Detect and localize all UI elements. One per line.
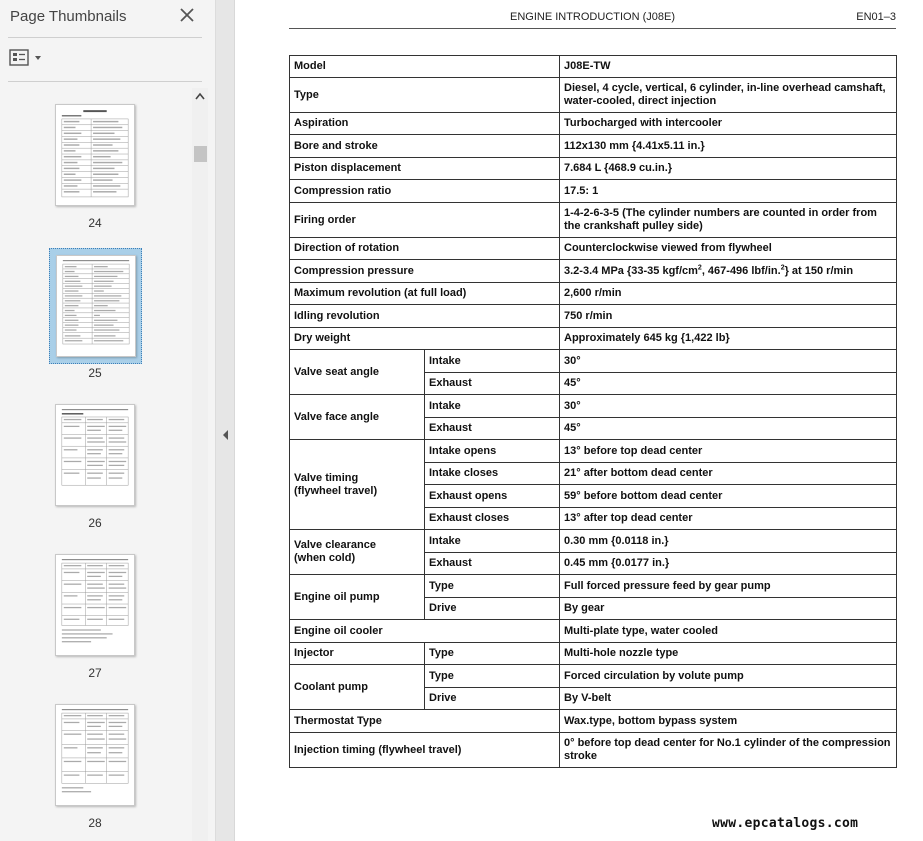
superscript: 2 — [697, 263, 702, 271]
spec-label: Valve face angle — [290, 395, 425, 440]
spec-label: Idling revolution — [290, 305, 560, 328]
divider — [8, 81, 202, 82]
spec-value: Forced circulation by volute pump — [560, 665, 897, 688]
thumbnail-page-number: 25 — [88, 366, 102, 380]
page-thumbnails-panel — [0, 0, 216, 841]
thumbnail-page-number: 28 — [88, 816, 102, 830]
spec-label: Bore and stroke — [290, 135, 560, 158]
thumbnail-page-number: 26 — [88, 516, 102, 530]
thumbnail-item[interactable] — [0, 388, 190, 538]
thumbnail-page-number: 24 — [88, 216, 102, 230]
table-row — [290, 113, 897, 135]
table-row — [290, 283, 897, 305]
table-row — [290, 238, 897, 260]
thumbnail-frame — [49, 98, 142, 214]
spec-sublabel: Intake — [425, 350, 560, 373]
thumbnail-frame — [49, 698, 142, 814]
thumbnail-frame — [49, 548, 142, 664]
value-text: , 467-496 lbf/in. — [701, 264, 781, 277]
spec-value: 13° before top dead center — [560, 440, 897, 463]
spec-sublabel: Exhaust opens — [425, 485, 560, 508]
table-row — [290, 135, 897, 158]
spec-sublabel: Type — [425, 665, 560, 688]
spec-value: Approximately 645 kg {1,422 lb} — [560, 328, 897, 350]
label-line: (flywheel travel) — [294, 484, 378, 497]
table-row — [290, 710, 897, 733]
engine-spec-table — [289, 55, 897, 768]
spec-value: 21° after bottom dead center — [560, 463, 897, 485]
spec-value: 30° — [560, 395, 897, 418]
spec-sublabel: Drive — [425, 688, 560, 710]
page-thumbnail-image — [56, 255, 136, 357]
table-row — [290, 733, 897, 768]
spec-label: Maximum revolution (at full load) — [290, 283, 560, 305]
spec-label: Firing order — [290, 203, 560, 238]
table-row — [290, 328, 897, 350]
spec-label: Dry weight — [290, 328, 560, 350]
scroll-up-arrow-icon[interactable] — [192, 88, 208, 106]
spec-value: 0° before top dead center for No.1 cylinder of the compression stroke — [560, 733, 897, 768]
spec-value: Full forced pressure feed by gear pump — [560, 575, 897, 598]
thumbnail-frame — [49, 398, 142, 514]
thumbnail-item[interactable] — [0, 688, 190, 838]
thumbnail-page-number: 27 — [88, 666, 102, 680]
spec-value: 1-4-2-6-3-5 (The cylinder numbers are counted in order from the crankshaft pulley side) — [560, 203, 897, 238]
spec-sublabel: Exhaust closes — [425, 508, 560, 530]
table-row — [290, 530, 897, 553]
spec-label: Compression pressure — [290, 260, 560, 283]
panel-title: Page Thumbnails — [10, 8, 127, 25]
table-row — [290, 260, 897, 283]
label-line: Valve timing — [294, 471, 359, 484]
thumbnail-frame — [49, 248, 142, 364]
spec-sublabel: Exhaust — [425, 418, 560, 440]
spec-value: 0.45 mm {0.0177 in.} — [560, 553, 897, 575]
divider — [8, 37, 202, 38]
spec-sublabel: Intake closes — [425, 463, 560, 485]
spec-value: 59° before bottom dead center — [560, 485, 897, 508]
spec-sublabel: Exhaust — [425, 373, 560, 395]
spec-label: Coolant pump — [290, 665, 425, 710]
spec-value: 17.5: 1 — [560, 180, 897, 203]
spec-value: 0.30 mm {0.0118 in.} — [560, 530, 897, 553]
thumbnail-item-selected[interactable] — [0, 238, 190, 388]
spec-value: Counterclockwise viewed from flywheel — [560, 238, 897, 260]
spec-value: 7.684 L {468.9 cu.in.} — [560, 158, 897, 180]
panel-splitter[interactable] — [216, 0, 235, 841]
page-code: EN01–3 — [856, 11, 896, 23]
spec-label — [290, 530, 425, 575]
spec-value: Multi-hole nozzle type — [560, 643, 897, 665]
spec-label: Valve seat angle — [290, 350, 425, 395]
spec-label: Injector — [290, 643, 425, 665]
spec-label: Model — [290, 56, 560, 78]
thumbnail-list — [0, 88, 190, 841]
spec-label: Type — [290, 78, 560, 113]
table-row — [290, 78, 897, 113]
thumbnail-item[interactable] — [0, 538, 190, 688]
spec-value: J08E-TW — [560, 56, 897, 78]
spec-sublabel: Intake — [425, 530, 560, 553]
page-thumbnail-image — [55, 554, 135, 656]
table-row — [290, 620, 897, 643]
panel-header — [0, 0, 216, 36]
spec-label: Direction of rotation — [290, 238, 560, 260]
thumbnail-item[interactable] — [0, 88, 190, 238]
collapse-panel-arrow-icon[interactable] — [220, 428, 231, 442]
table-row — [290, 643, 897, 665]
close-icon[interactable] — [178, 6, 196, 24]
spec-value: Turbocharged with intercooler — [560, 113, 897, 135]
label-line: Valve clearance — [294, 539, 376, 551]
value-text: 3.2-3.4 MPa {33-35 kgf/cm — [564, 264, 698, 277]
table-row — [290, 665, 897, 688]
spec-value: By V-belt — [560, 688, 897, 710]
spec-label — [290, 440, 425, 530]
scrollbar-thumb[interactable] — [194, 146, 207, 162]
spec-sublabel: Type — [425, 643, 560, 665]
table-row — [290, 56, 897, 78]
spec-label: Thermostat Type — [290, 710, 560, 733]
label-line: (when cold) — [294, 552, 356, 564]
section-title: ENGINE INTRODUCTION (J08E) — [509, 11, 675, 23]
spec-sublabel: Intake — [425, 395, 560, 418]
spec-value: 45° — [560, 373, 897, 395]
spec-sublabel: Intake opens — [425, 440, 560, 463]
table-row — [290, 395, 897, 418]
spec-sublabel: Drive — [425, 598, 560, 620]
table-row — [290, 440, 897, 463]
table-row — [290, 203, 897, 238]
spec-label: Engine oil pump — [290, 575, 425, 620]
spec-value — [560, 260, 897, 283]
thumbnail-scrollbar[interactable] — [192, 88, 208, 841]
spec-value: 750 r/min — [560, 305, 897, 328]
table-row — [290, 350, 897, 373]
spec-sublabel: Exhaust — [425, 553, 560, 575]
page-thumbnail-image — [55, 104, 135, 206]
page-thumbnail-image — [55, 704, 135, 806]
table-row — [290, 305, 897, 328]
spec-label: Injection timing (flywheel travel) — [290, 733, 560, 768]
spec-label: Engine oil cooler — [290, 620, 560, 643]
spec-value: 2,600 r/min — [560, 283, 897, 305]
thumbnail-options-icon[interactable] — [8, 48, 46, 70]
spec-value: 45° — [560, 418, 897, 440]
spec-sublabel: Type — [425, 575, 560, 598]
watermark-url: www.epcatalogs.com — [712, 816, 859, 831]
value-text: } at 150 r/min — [784, 264, 854, 277]
spec-value: 112x130 mm {4.41x5.11 in.} — [560, 135, 897, 158]
spec-label: Piston displacement — [290, 158, 560, 180]
spec-value: 30° — [560, 350, 897, 373]
spec-value: By gear — [560, 598, 897, 620]
spec-label: Aspiration — [290, 113, 560, 135]
superscript: 2 — [780, 263, 785, 271]
spec-value: Multi-plate type, water cooled — [560, 620, 897, 643]
spec-value: Diesel, 4 cycle, vertical, 6 cylinder, in-line overhead camshaft, water-cooled, direct injection — [560, 78, 897, 113]
table-row — [290, 158, 897, 180]
table-row — [290, 575, 897, 598]
spec-label: Compression ratio — [290, 180, 560, 203]
spec-value: 13° after top dead center — [560, 508, 897, 530]
page-thumbnail-image — [55, 404, 135, 506]
running-header — [289, 11, 896, 29]
table-row — [290, 180, 897, 203]
spec-value: Wax.type, bottom bypass system — [560, 710, 897, 733]
